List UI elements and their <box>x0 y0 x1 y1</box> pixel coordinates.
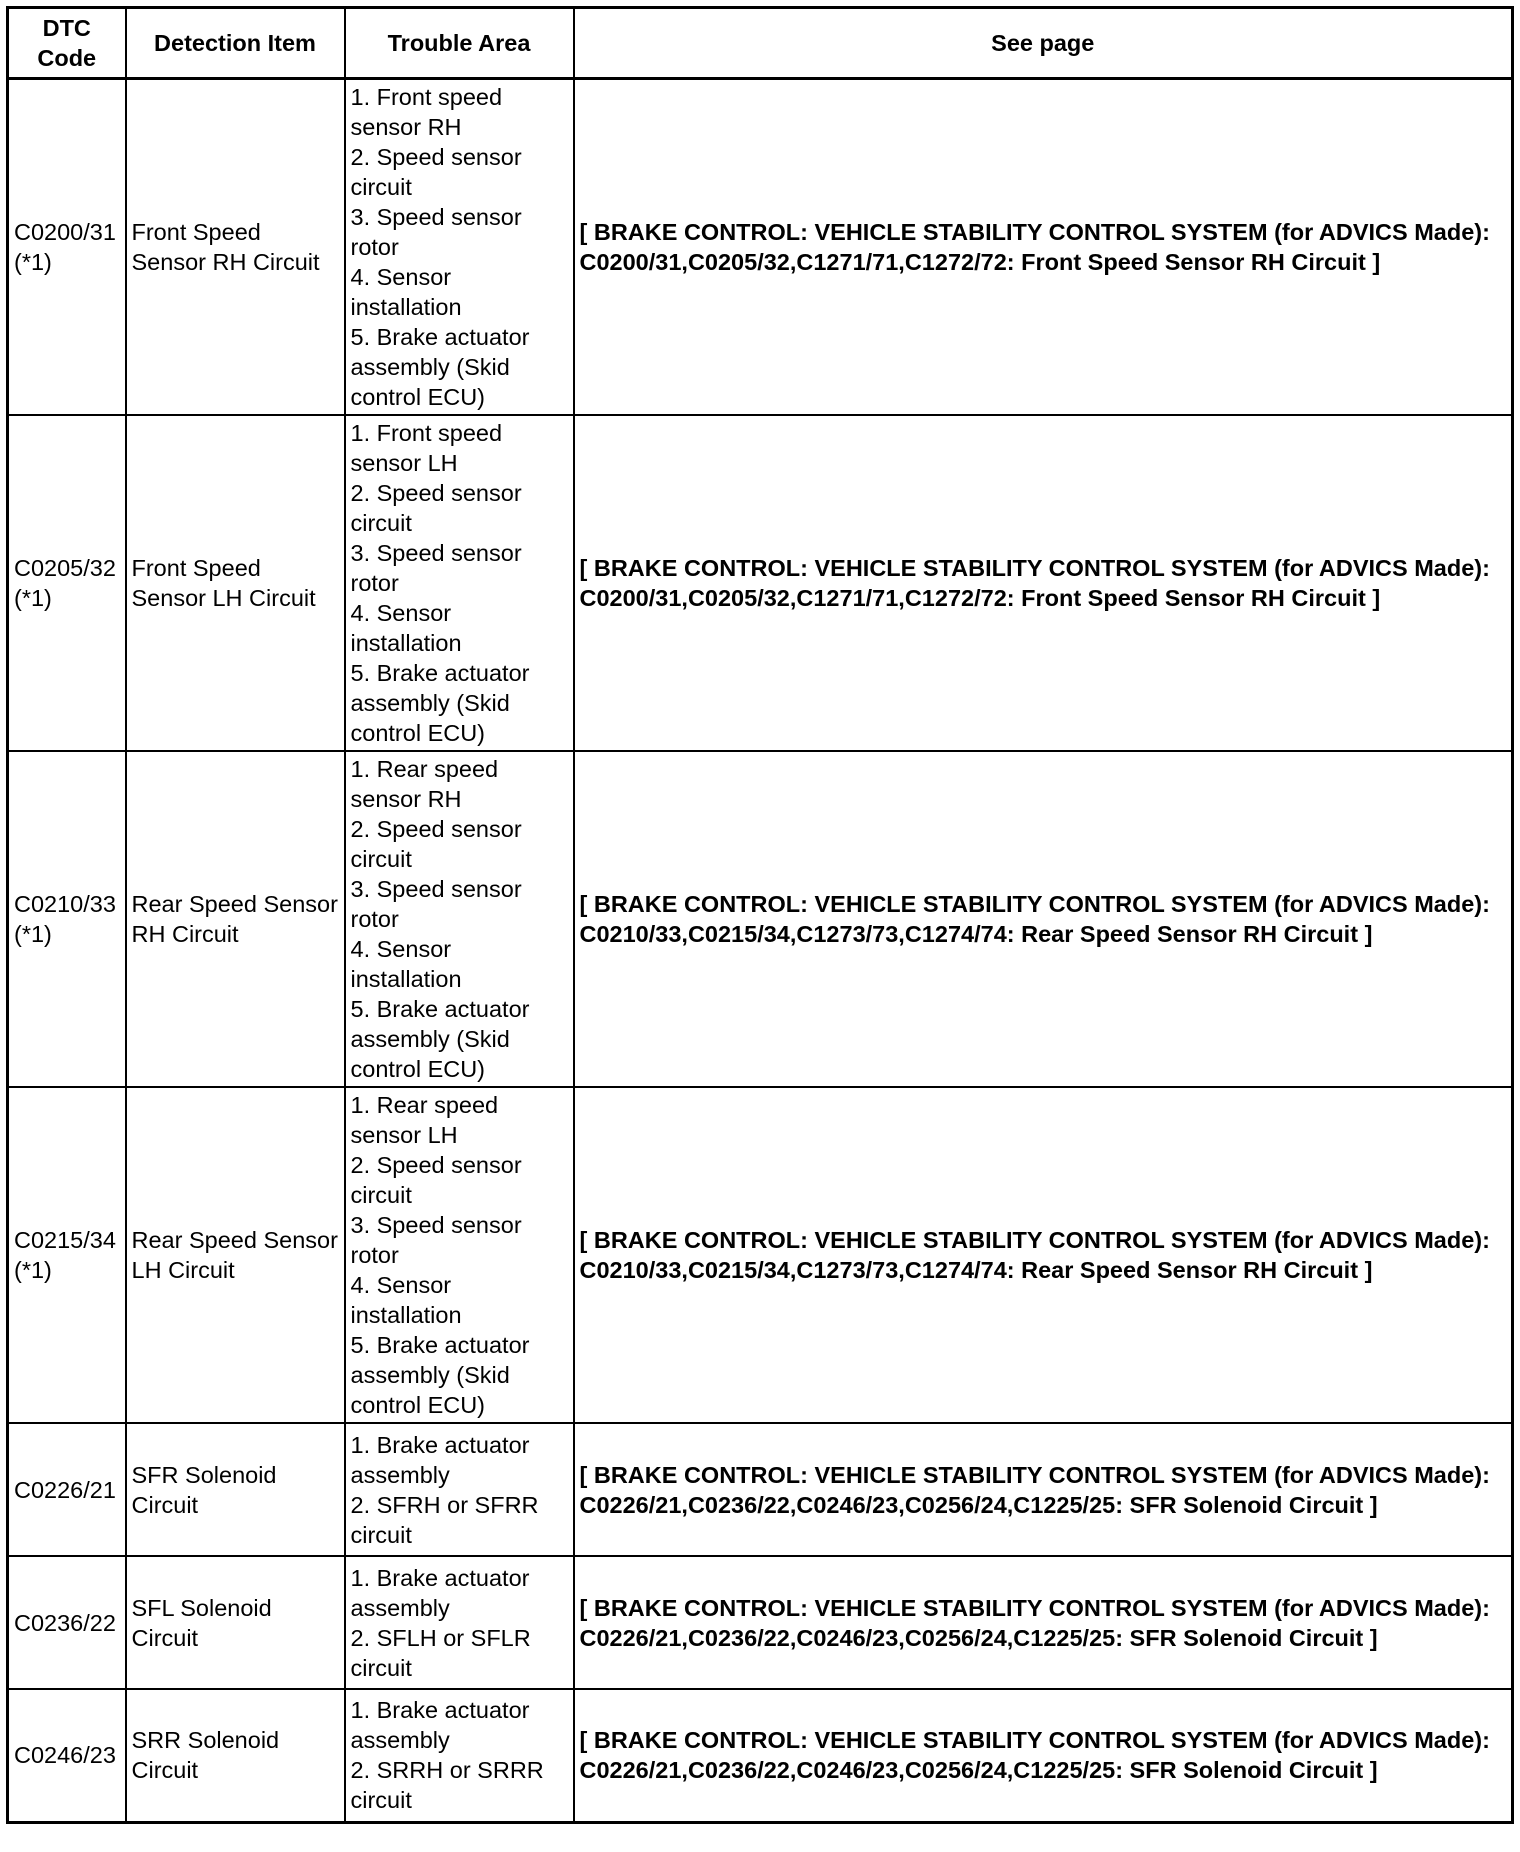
dtc-code-cell: C0246/23 <box>8 1689 126 1822</box>
trouble-area-cell <box>345 1556 574 1689</box>
header-trouble-area: Trouble Area <box>345 8 574 79</box>
see-page-link[interactable]: [ BRAKE CONTROL: VEHICLE STABILITY CONTROL SYSTEM (for ADVICS Made): C0226/21,C0236/22,C0246/23,C0256/24,C1225/25: SFR Solenoid Circuit ] <box>574 1423 1513 1556</box>
dtc-code-cell: C0210/33 (*1) <box>8 751 126 1087</box>
see-page-link[interactable]: [ BRAKE CONTROL: VEHICLE STABILITY CONTROL SYSTEM (for ADVICS Made): C0226/21,C0236/22,C0246/23,C0256/24,C1225/25: SFR Solenoid Circuit ] <box>574 1689 1513 1822</box>
trouble-area-item: 2. Speed sensor circuit <box>350 480 522 536</box>
dtc-code-cell: C0200/31 (*1) <box>8 79 126 416</box>
table-body <box>8 79 1513 1823</box>
trouble-area-item: 2. Speed sensor circuit <box>350 1152 522 1208</box>
see-page-link[interactable]: [ BRAKE CONTROL: VEHICLE STABILITY CONTROL SYSTEM (for ADVICS Made): C0200/31,C0205/32,C1271/71,C1272/72: Front Speed Sensor RH Circuit ] <box>574 79 1513 416</box>
trouble-area-item: 5. Brake actuator assembly (Skid control ECU) <box>350 996 530 1082</box>
trouble-area-cell <box>345 751 574 1087</box>
detection-item-cell: SFL Solenoid Circuit <box>126 1556 345 1689</box>
trouble-area-item: 1. Rear speed sensor LH <box>350 1092 499 1148</box>
detection-item-cell: SFR Solenoid Circuit <box>126 1423 345 1556</box>
table-row <box>8 1087 1513 1423</box>
header-row <box>8 8 1513 79</box>
table-row <box>8 415 1513 751</box>
trouble-area-cell <box>345 1087 574 1423</box>
trouble-area-item: 1. Brake actuator assembly <box>350 1564 530 1621</box>
see-page-link[interactable]: [ BRAKE CONTROL: VEHICLE STABILITY CONTROL SYSTEM (for ADVICS Made): C0210/33,C0215/34,C1273/73,C1274/74: Rear Speed Sensor RH Circuit ] <box>574 751 1513 1087</box>
trouble-area-item: 5. Brake actuator assembly (Skid control ECU) <box>350 324 530 410</box>
trouble-area-item: 5. Brake actuator assembly (Skid control ECU) <box>350 660 530 746</box>
header-see-page: See page <box>574 8 1513 79</box>
trouble-area-item: 1. Brake actuator assembly <box>350 1697 530 1754</box>
trouble-area-item: 4. Sensor installation <box>350 600 462 656</box>
table-row <box>8 79 1513 416</box>
trouble-area-item: 3. Speed sensor rotor <box>350 876 522 932</box>
trouble-area-cell <box>345 415 574 751</box>
trouble-area-item: 4. Sensor installation <box>350 936 462 992</box>
dtc-table <box>6 6 1514 1824</box>
trouble-area-item: 1. Rear speed sensor RH <box>350 756 499 812</box>
table-row <box>8 1423 1513 1556</box>
trouble-area-item: 2. Speed sensor circuit <box>350 816 522 872</box>
trouble-area-item: 1. Front speed sensor LH <box>350 420 503 476</box>
see-page-link[interactable]: [ BRAKE CONTROL: VEHICLE STABILITY CONTROL SYSTEM (for ADVICS Made): C0226/21,C0236/22,C0246/23,C0256/24,C1225/25: SFR Solenoid Circuit ] <box>574 1556 1513 1689</box>
dtc-code-cell: C0226/21 <box>8 1423 126 1556</box>
dtc-code-cell: C0236/22 <box>8 1556 126 1689</box>
trouble-area-item: 5. Brake actuator assembly (Skid control ECU) <box>350 1332 530 1418</box>
trouble-area-cell <box>345 1689 574 1822</box>
see-page-link[interactable]: [ BRAKE CONTROL: VEHICLE STABILITY CONTROL SYSTEM (for ADVICS Made): C0210/33,C0215/34,C1273/73,C1274/74: Rear Speed Sensor RH Circuit ] <box>574 1087 1513 1423</box>
trouble-area-item: 2. SFRH or SFRR circuit <box>350 1491 539 1548</box>
trouble-area-item: 2. Speed sensor circuit <box>350 144 522 200</box>
table-header <box>8 8 1513 79</box>
header-dtc-code: DTC Code <box>8 8 126 79</box>
trouble-area-cell <box>345 1423 574 1556</box>
dtc-code-cell: C0215/34 (*1) <box>8 1087 126 1423</box>
trouble-area-cell <box>345 79 574 416</box>
table-row <box>8 751 1513 1087</box>
trouble-area-item: 1. Front speed sensor RH <box>350 84 503 140</box>
table-row <box>8 1556 1513 1689</box>
header-detection-item: Detection Item <box>126 8 345 79</box>
detection-item-cell: Front Speed Sensor LH Circuit <box>126 415 345 751</box>
dtc-code-cell: C0205/32 (*1) <box>8 415 126 751</box>
trouble-area-item: 4. Sensor installation <box>350 264 462 320</box>
detection-item-cell: Front Speed Sensor RH Circuit <box>126 79 345 416</box>
table-row <box>8 1689 1513 1822</box>
trouble-area-item: 2. SRRH or SRRR circuit <box>350 1757 544 1814</box>
trouble-area-item: 3. Speed sensor rotor <box>350 1212 522 1268</box>
detection-item-cell: Rear Speed Sensor RH Circuit <box>126 751 345 1087</box>
trouble-area-item: 2. SFLH or SFLR circuit <box>350 1624 531 1681</box>
trouble-area-item: 3. Speed sensor rotor <box>350 540 522 596</box>
detection-item-cell: Rear Speed Sensor LH Circuit <box>126 1087 345 1423</box>
trouble-area-item: 3. Speed sensor rotor <box>350 204 522 260</box>
see-page-link[interactable]: [ BRAKE CONTROL: VEHICLE STABILITY CONTROL SYSTEM (for ADVICS Made): C0200/31,C0205/32,C1271/71,C1272/72: Front Speed Sensor RH Circuit ] <box>574 415 1513 751</box>
trouble-area-item: 4. Sensor installation <box>350 1272 462 1328</box>
trouble-area-item: 1. Brake actuator assembly <box>350 1431 530 1488</box>
detection-item-cell: SRR Solenoid Circuit <box>126 1689 345 1822</box>
